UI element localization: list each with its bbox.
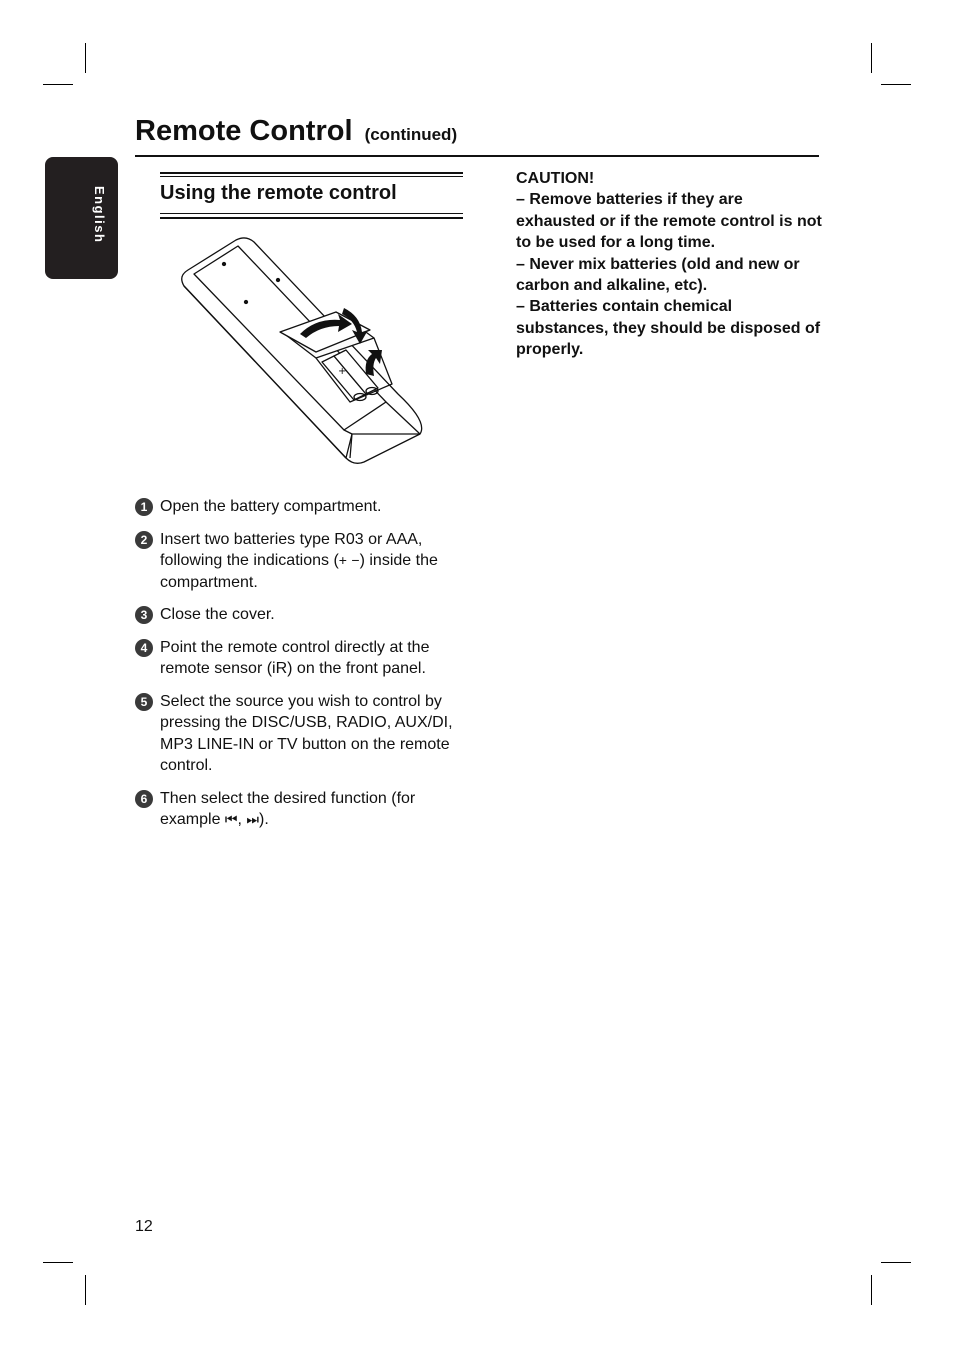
section-title: Using the remote control	[160, 182, 397, 204]
crop-mark	[85, 1275, 86, 1305]
crop-mark	[85, 43, 86, 73]
caution-item: – Remove batteries if they are exhausted or if the remote control is not to be used for a long time.	[516, 191, 822, 252]
list-item	[135, 637, 470, 680]
plus-icon: +	[338, 552, 347, 568]
caution-heading: CAUTION!	[516, 170, 595, 187]
list-item	[135, 529, 470, 594]
next-track-icon: ⏭	[246, 811, 260, 827]
list-item	[135, 788, 470, 831]
remote-control-icon	[176, 234, 432, 466]
steps-list	[135, 496, 470, 842]
crop-mark	[871, 1275, 872, 1305]
title-rule	[135, 155, 819, 157]
step-text: Then select the desired function (for example	[160, 789, 416, 828]
list-item	[135, 604, 470, 626]
caution-box	[516, 168, 826, 361]
step-text: Open the battery compartment.	[160, 498, 382, 515]
page-title	[135, 114, 457, 149]
minus-icon: −	[351, 552, 360, 568]
list-item	[135, 691, 470, 777]
crop-mark	[43, 1262, 73, 1263]
glyph-separator: ,	[237, 811, 247, 828]
plus-mark: +	[338, 366, 347, 377]
caution-item: – Never mix batteries (old and new or carbon and alkaline, etc).	[516, 255, 800, 295]
step-number: 3	[135, 606, 153, 624]
crop-mark	[871, 43, 872, 73]
page-title-text: Remote Control	[135, 115, 353, 147]
step-text: Insert two batteries type R03 or AAA, following the indications (	[160, 530, 423, 569]
language-tab-label: English	[92, 186, 107, 244]
page-number: 12	[135, 1218, 153, 1235]
step-text: Select the source you wish to control by pressing the DISC/USB, RADIO, AUX/DI, MP3 LINE-IN or TV button on the remote control.	[160, 692, 453, 774]
page-title-suffix: (continued)	[364, 125, 458, 144]
step-text: Point the remote control directly at the remote sensor (iR) on the front panel.	[160, 638, 430, 677]
step-number: 6	[135, 790, 153, 808]
caution-item: – Batteries contain chemical substances, they should be disposed of properly.	[516, 298, 821, 359]
language-tab	[45, 157, 118, 279]
crop-mark	[881, 84, 911, 85]
crop-mark	[43, 84, 73, 85]
previous-track-icon: ⏮	[224, 811, 238, 827]
section-rule-bottom-thin	[160, 213, 463, 214]
step-text: Close the cover.	[160, 606, 275, 623]
step-number: 4	[135, 639, 153, 657]
section-rule-bottom	[160, 217, 463, 219]
step-text-end: ).	[259, 811, 269, 828]
section-rule-top-thin	[160, 176, 463, 177]
section-rule-top	[160, 172, 463, 174]
step-number: 1	[135, 498, 153, 516]
crop-mark	[881, 1262, 911, 1263]
step-number: 2	[135, 531, 153, 549]
step-text-end: ) inside the compartment.	[160, 552, 438, 591]
step-number: 5	[135, 693, 153, 711]
list-item	[135, 496, 470, 518]
